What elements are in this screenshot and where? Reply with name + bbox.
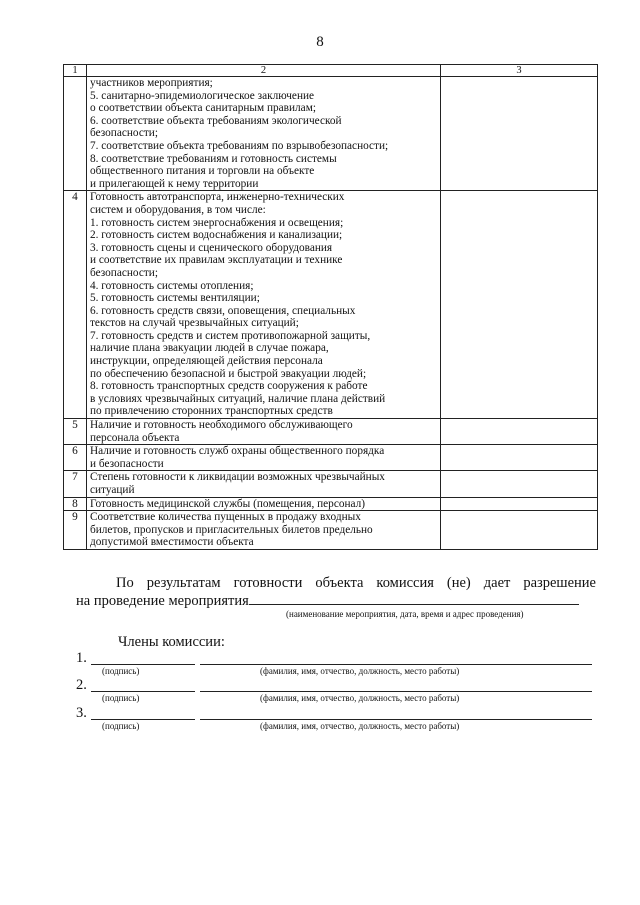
event-details-field[interactable] [249,592,579,605]
criteria-line: в условиях чрезвычайных ситуаций, наличие плана действий [90,392,386,405]
event-details-caption: (наименование мероприятия, дата, время и адрес проведения) [286,609,524,619]
criteria-line: систем и оборудования, в том числе: [90,203,266,216]
row-assessment-cell[interactable] [441,419,598,445]
conclusion-line-1: По результатам готовности объекта комиссия (не) дает разрешение [116,575,596,591]
criteria-line: безопасности; [90,127,158,140]
row-number: 9 [64,511,87,550]
member-index: 1. [76,650,87,666]
commission-conclusion [76,575,596,610]
member-details-field[interactable] [200,664,592,665]
criteria-line: билетов, пропусков и пригласительных билетов предельно [90,523,373,536]
signature-field[interactable] [91,719,195,720]
criteria-line: 2. готовность систем водоснабжения и канализации; [90,229,343,242]
criteria-line: 3. готовность сцены и сценического оборудования [90,241,333,254]
signature-caption: (подпись) [102,721,140,731]
table-header-row [64,65,598,77]
member-entry [76,705,596,735]
row-assessment-cell[interactable] [441,497,598,511]
row-number: 8 [64,497,87,511]
members-title: Члены комиссии: [118,634,225,650]
table-body [64,65,598,550]
table-row [64,419,598,445]
row-criteria [87,191,441,419]
criteria-line: Готовность автотранспорта, инженерно-технических [90,191,345,204]
page-number: 8 [316,34,324,50]
member-entry [76,650,596,680]
criteria-line: Соответствие количества пущенных в продажу входных [90,511,361,524]
criteria-line: Степень готовности к ликвидации возможных чрезвычайных [90,471,385,484]
table-row [64,497,598,511]
row-assessment-cell[interactable] [441,77,598,191]
conclusion-line-2 [76,592,596,610]
signature-caption: (подпись) [102,666,140,676]
criteria-line: Готовность медицинской службы (помещения, персонал) [90,497,366,510]
criteria-line: безопасности; [90,266,158,279]
row-criteria [87,445,441,471]
criteria-line: по привлечению сторонних транспортных средств [90,405,333,418]
criteria-line: участников мероприятия; [90,77,213,89]
criteria-line: текстов на случай чрезвычайных ситуаций; [90,317,299,330]
column-header-1: 1 [64,65,87,77]
row-assessment-cell[interactable] [441,445,598,471]
table-row [64,511,598,550]
criteria-line: и безопасности [90,457,164,470]
member-entry [76,677,596,707]
criteria-line: и прилегающей к нему территории [90,177,259,190]
table-row [64,445,598,471]
criteria-line: 7. соответствие объекта требованиям по взрывобезопасности; [90,139,389,152]
signature-field[interactable] [91,664,195,665]
criteria-line: 5. готовность системы вентиляции; [90,292,260,305]
member-details-caption: (фамилия, имя, отчество, должность, место работы) [260,693,460,703]
row-number [64,77,87,191]
criteria-line: 8. готовность транспортных средств сооружения к работе [90,380,368,393]
criteria-line: о соответствии объекта санитарным правилам; [90,102,316,115]
member-details-field[interactable] [200,691,592,692]
criteria-line: наличие плана эвакуации людей в случае пожара, [90,342,329,355]
criteria-line: 8. соответствие требованиям и готовность системы [90,152,337,165]
criteria-line: 1. готовность систем энергоснабжения и освещения; [90,216,344,229]
member-index: 2. [76,677,87,693]
row-criteria [87,511,441,550]
criteria-line: допустимой вместимости объекта [90,536,254,549]
row-criteria [87,471,441,497]
column-header-3: 3 [441,65,598,77]
member-details-caption: (фамилия, имя, отчество, должность, место работы) [260,666,460,676]
signature-field[interactable] [91,691,195,692]
criteria-line: 6. соответствие объекта требованиям экологической [90,114,342,127]
table-row [64,191,598,419]
row-assessment-cell[interactable] [441,471,598,497]
criteria-line: персонала объекта [90,431,180,444]
readiness-checklist-table [63,64,598,550]
member-details-caption: (фамилия, имя, отчество, должность, место работы) [260,721,460,731]
criteria-line: Наличие и готовность необходимого обслуживающего [90,419,353,432]
criteria-line: 6. готовность средств связи, оповещения, специальных [90,304,356,317]
criteria-line: 5. санитарно-эпидемиологическое заключение [90,89,315,102]
column-header-2: 2 [87,65,441,77]
table-row [64,77,598,191]
member-details-field[interactable] [200,719,592,720]
criteria-line: по обеспечению безопасной и быстрой эвакуации людей; [90,367,367,380]
row-assessment-cell[interactable] [441,511,598,550]
row-criteria [87,419,441,445]
conclusion-line-2-text: на проведение мероприятия [76,593,249,609]
row-criteria [87,77,441,191]
criteria-line: ситуаций [90,484,135,496]
row-criteria [87,497,441,511]
row-number: 6 [64,445,87,471]
row-assessment-cell[interactable] [441,191,598,419]
criteria-line: 4. готовность системы отопления; [90,279,254,292]
signature-caption: (подпись) [102,693,140,703]
criteria-line: инструкции, определяющей действия персонала [90,355,323,368]
table-row [64,471,598,497]
member-index: 3. [76,705,87,721]
row-number: 4 [64,191,87,419]
criteria-line: общественного питания и торговли на объекте [90,165,315,178]
criteria-line: 7. готовность средств и систем противопожарной защиты, [90,329,371,342]
row-number: 7 [64,471,87,497]
criteria-line: Наличие и готовность служб охраны общественного порядка [90,445,385,458]
row-number: 5 [64,419,87,445]
criteria-line: и соответствие их правилам эксплуатации и технике [90,254,343,267]
